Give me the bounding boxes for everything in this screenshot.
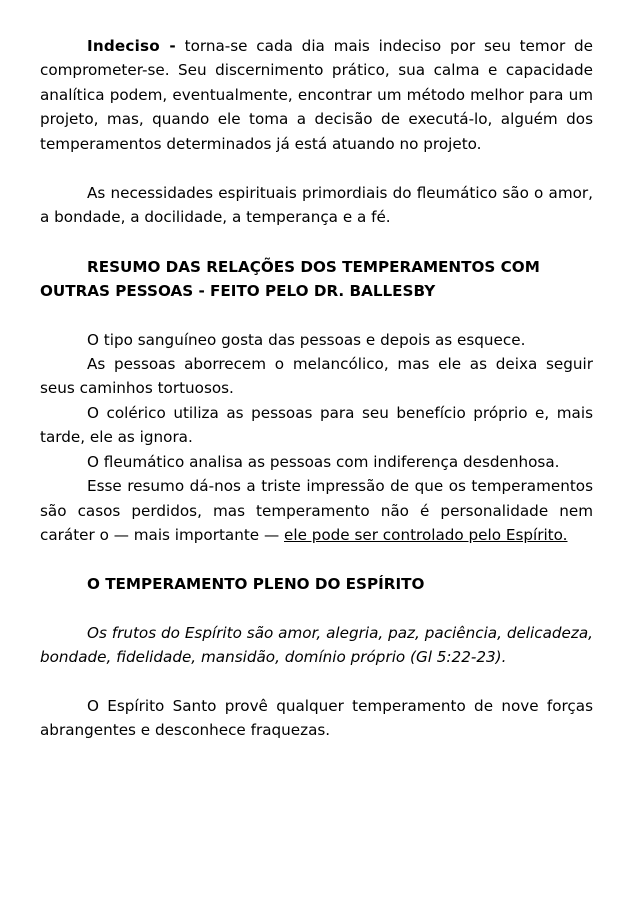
document-page (40, 34, 593, 742)
paragraph-necessidades: As necessidades espirituais primordiais do fleumático são o amor, a bondade, a docilidade, a temperança e a fé. (40, 184, 593, 227)
paragraph-sanguineo: O tipo sanguíneo gosta das pessoas e depois as esquece. (87, 330, 526, 349)
heading-temperamento-pleno: O TEMPERAMENTO PLENO DO ESPÍRITO (87, 575, 425, 594)
heading-resumo: RESUMO DAS RELAÇÕES DOS TEMPERAMENTOS COM OUTRAS PESSOAS - FEITO PELO DR. BALLESBY (40, 257, 540, 301)
paragraph-frutos: Os frutos do Espírito são amor, alegria, paz, paciência, delicadeza, bondade, fidelidade, mansidão, domínio próprio (Gl 5:22-23). (40, 623, 593, 667)
paragraph-melancolico: As pessoas aborrecem o melancólico, mas ele as deixa seguir seus caminhos tortuosos. (40, 355, 593, 398)
paragraph-resumo (40, 474, 593, 547)
resumo-underlined-text: ele pode ser controlado pelo Espírito. (284, 525, 568, 544)
paragraph-colerico: O colérico utiliza as pessoas para seu benefício próprio e, mais tarde, ele as ignora. (40, 403, 593, 447)
resumo-text: Esse resumo dá-nos a triste impressão de que os temperamentos são casos perdidos, mas temperamento não é personalidade nem caráter o — mais importante — (40, 477, 593, 544)
paragraph-fleumatico: O fleumático analisa as pessoas com indiferença desdenhosa. (87, 452, 560, 471)
paragraph-espirito-santo: O Espírito Santo provê qualquer temperamento de nove forças abrangentes e desconhece fraquezas. (40, 696, 593, 739)
term-indeciso: Indeciso - (87, 37, 176, 55)
indeciso-description: torna-se cada dia mais indeciso por seu temor de comprometer-se. Seu discernimento prático, sua calma e capacidade analítica podem, eventualmente, encontrar um método melhor para um projeto, mas, quando ele toma a decisão de executá-lo, alguém dos temperamentos determinados já está atuando no projeto. (40, 37, 593, 153)
paragraph-indeciso (40, 34, 593, 156)
